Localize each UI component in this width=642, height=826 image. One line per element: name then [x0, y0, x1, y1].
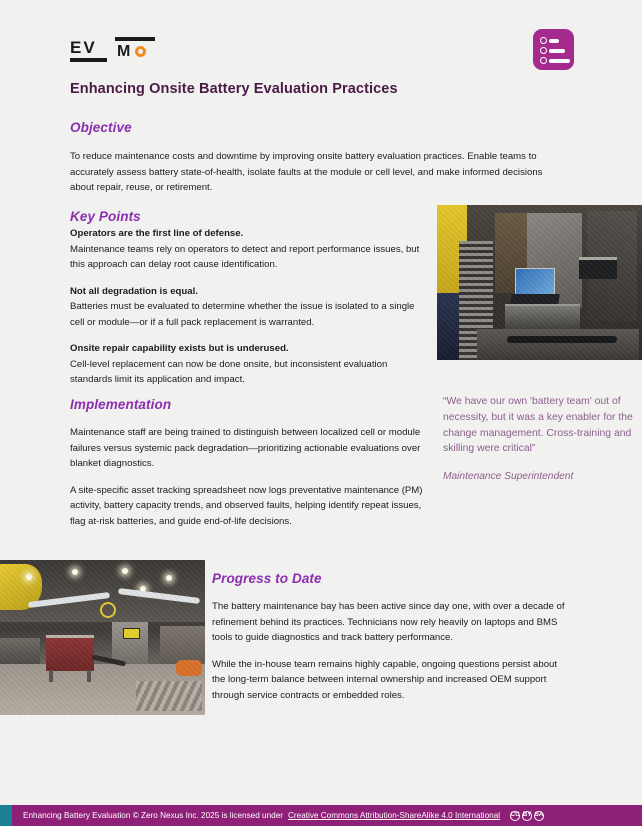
key-point-2-title: Not all degradation is equal.: [70, 285, 198, 297]
logo-m-overline: [115, 37, 155, 41]
footer-accent-block: [0, 805, 12, 826]
list-icon-row-1: [540, 37, 559, 44]
list-icon-row-3: [540, 57, 570, 64]
progress-paragraph-2: While the in-house team remains highly capable, ongoing questions persist about the long-term balance between internal ownership and increased OEM support through service contracts or embedded roles.: [212, 658, 558, 701]
list-icon-bar: [549, 39, 559, 43]
footer-bar: [0, 805, 642, 826]
list-icon-bullet: [540, 37, 547, 44]
logo-m-text: M: [117, 43, 131, 60]
objective-body: [70, 149, 555, 196]
key-point-2-body: Batteries must be evaluated to determine whether the issue is isolated to a single cell or module—or if a full pack replacement is warranted.: [70, 301, 415, 328]
cc-by-icon: BY: [522, 811, 532, 821]
bulleted-list-icon: [533, 29, 574, 70]
quote-text: “We have our own 'battery team' out of necessity, but it was a key enabler for the change management. Cross-training and skilling were critical”: [443, 396, 633, 455]
implementation-paragraph-1: Maintenance staff are being trained to distinguish between localized cell or module failures versus systemic pack degradation—prioritizing actionable evaluations over blanket diagnostics.: [70, 427, 421, 470]
logo-ev-text: EV: [70, 38, 97, 57]
progress-paragraph-1: The battery maintenance bay has been active since day one, with over a decade of refinement behind its practices. Technicians now rely heavily on laptops and BMS tools to guide diagnostics and track battery performance.: [212, 601, 565, 644]
list-icon-bullet: [540, 47, 547, 54]
implementation-body: [70, 425, 432, 529]
key-point-3-body: Cell-level replacement can now be done onsite, but inconsistent evaluation standards limit its application and impact.: [70, 358, 388, 386]
list-icon-bar: [549, 49, 565, 53]
cc-icon: CC: [510, 811, 520, 821]
key-point-1-title: Operators are the first line of defense.: [70, 228, 244, 239]
key-point-1: [70, 226, 430, 273]
key-points-body: [70, 226, 430, 399]
logo-ev-underline: [70, 58, 107, 62]
photo-1-layer: [437, 205, 642, 360]
page-title: Enhancing Onsite Battery Evaluation Practices: [70, 81, 398, 97]
cc-sa-icon: SA: [534, 811, 544, 821]
footer-license-text: Enhancing Battery Evaluation © Zero Nexus Inc. 2025 is licensed under: [23, 811, 283, 820]
evmo-logo: [70, 33, 156, 67]
quote-attribution: Maintenance Superintendent: [443, 471, 574, 483]
pull-quote: [443, 394, 639, 482]
key-point-3: [70, 341, 430, 388]
list-icon-bullet: [540, 57, 547, 64]
photo-battery-cabinet-with-laptop: [437, 205, 642, 360]
section-heading-key-points: Key Points: [70, 209, 141, 224]
footer-content: [12, 811, 544, 821]
footer-license-link[interactable]: Creative Commons Attribution-ShareAlike 4.0 International: [288, 811, 501, 820]
section-heading-progress-to-date: Progress to Date: [212, 571, 322, 586]
progress-body: [212, 599, 570, 703]
photo-underground-maintenance-bay: [0, 560, 205, 715]
key-point-3-title: Onsite repair capability exists but is underused.: [70, 343, 289, 355]
objective-paragraph: To reduce maintenance costs and downtime by improving onsite battery evaluation practices. Enable teams to accurately assess battery state-of-health, isolate faults at the module or cell level, and make informed decisions about repair, reuse, or retirement.: [70, 151, 543, 194]
section-heading-objective: Objective: [70, 120, 132, 135]
key-point-2: [70, 284, 430, 331]
logo-orange-ring-icon: [135, 46, 146, 57]
list-icon-bar: [549, 59, 570, 63]
creative-commons-icons: [510, 811, 544, 821]
photo-2-layer: [0, 560, 205, 715]
section-heading-implementation: Implementation: [70, 397, 172, 412]
implementation-paragraph-2: A site-specific asset tracking spreadsheet now logs preventative maintenance (PM) activity, battery capacity trends, and observed faults, helping identify repeat issues, flag at-risk batteries, and guide end-of-life decisions.: [70, 484, 423, 527]
key-point-1-body: Maintenance teams rely on operators to detect and report performance issues, but this approach can delay root cause identification.: [70, 243, 420, 271]
list-icon-row-2: [540, 47, 565, 54]
